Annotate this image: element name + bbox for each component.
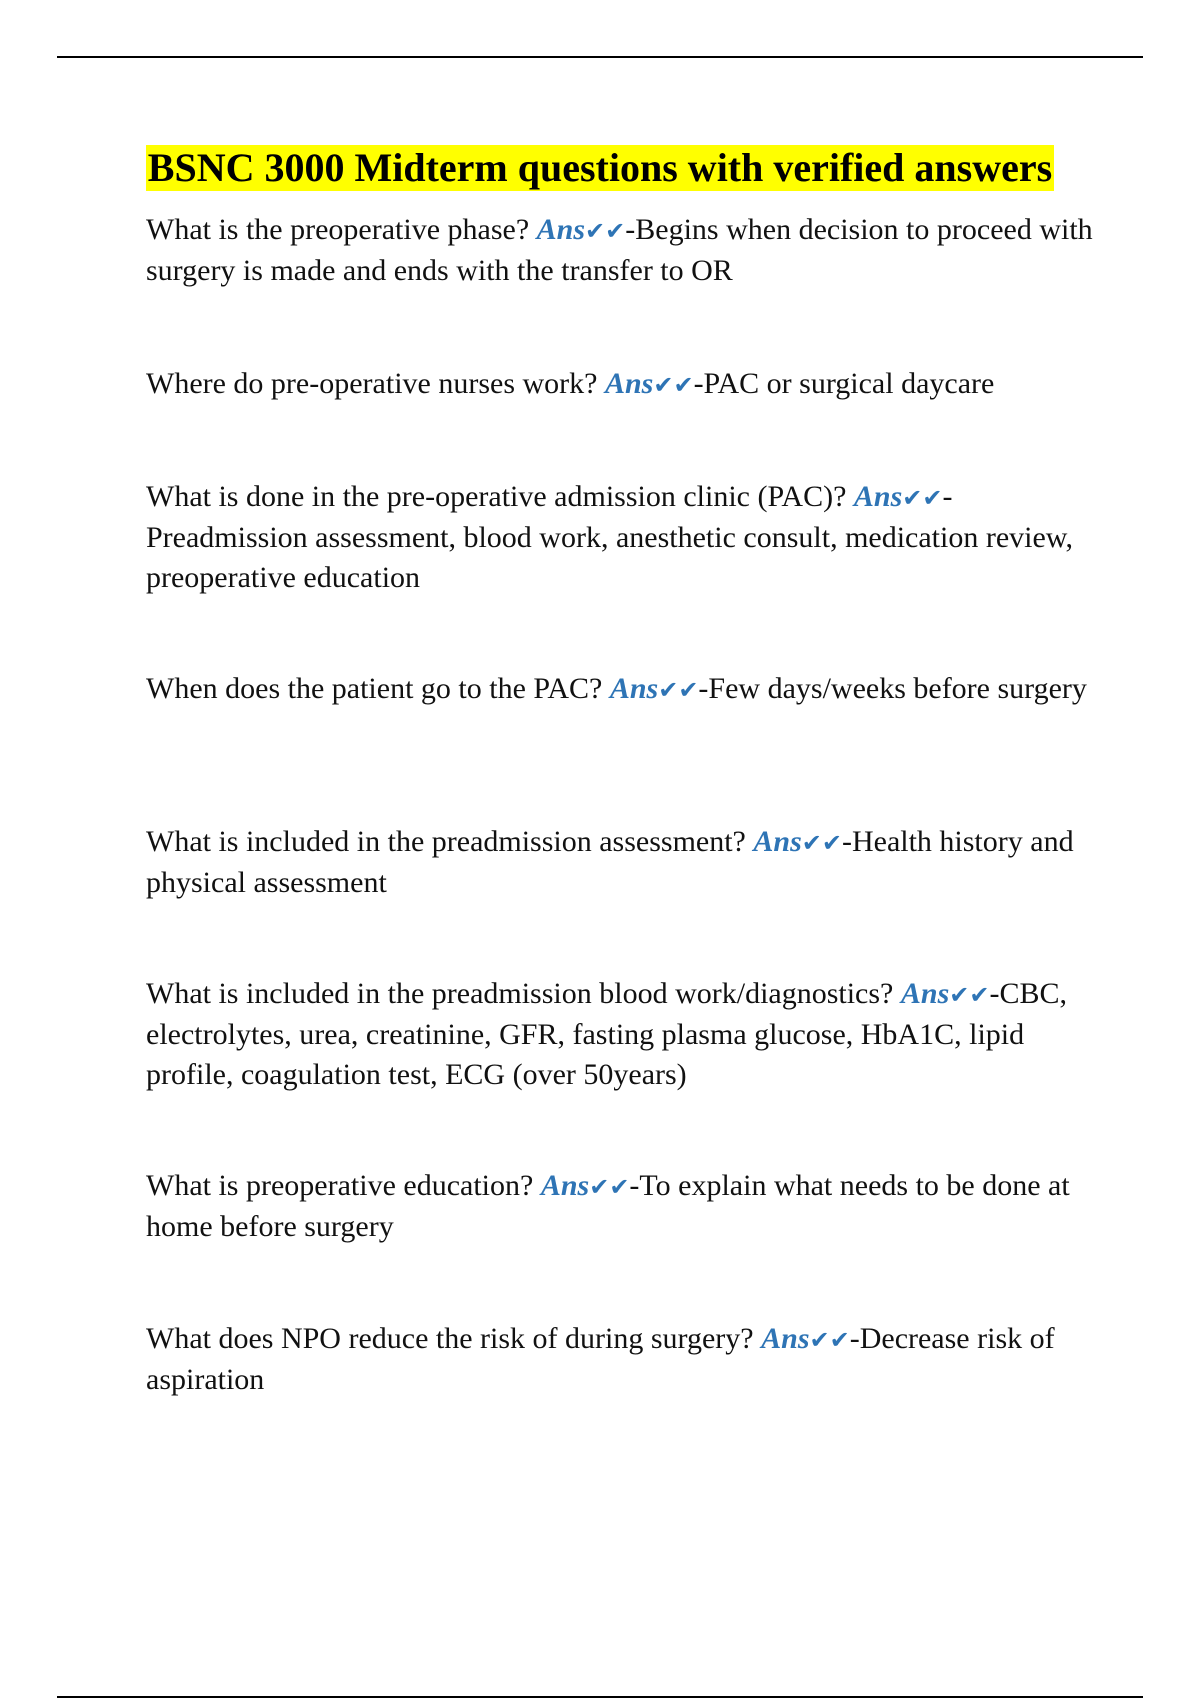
answer-marker: Ans (540, 1169, 590, 1202)
qa-item-6 (146, 974, 1096, 1095)
answer-marker: Ans (536, 213, 586, 246)
qa-item-2 (146, 364, 1096, 405)
qa-item-4 (146, 669, 1096, 710)
qa-item-3 (146, 477, 1096, 598)
question-text: What is the preoperative phase? (146, 213, 537, 246)
question-text: What does NPO reduce the risk of during surgery? (146, 1322, 762, 1355)
answer-text: -Begins when decision to proceed with surgery is made and ends with the transfer to OR (146, 213, 1093, 287)
answer-text: -Decrease risk of aspiration (146, 1322, 1055, 1396)
qa-item-7 (146, 1166, 1096, 1247)
bottom-rule (57, 1696, 1143, 1698)
question-text: What is included in the preadmission assessment? (146, 825, 754, 858)
check-icon: ✔✔ (902, 484, 943, 512)
answer-marker: Ans (761, 1322, 810, 1355)
question-text: Where do pre-operative nurses work? (146, 367, 605, 400)
qa-item-8 (146, 1319, 1096, 1400)
title-container (0, 145, 1200, 191)
answer-text: -CBC, electrolytes, urea, creatinine, GFR, fasting plasma glucose, HbA1C, lipid profile, coagulation test, ECG (over 50years) (146, 977, 1067, 1091)
document-title: BSNC 3000 Midterm questions with verified answers (147, 145, 1053, 190)
question-text: What is preoperative education? (146, 1169, 541, 1202)
check-icon: ✔✔ (809, 1326, 850, 1354)
qa-item-5 (146, 822, 1096, 903)
answer-marker: Ans (604, 367, 654, 400)
answer-marker: Ans (753, 825, 802, 858)
check-icon: ✔✔ (585, 217, 626, 245)
check-icon: ✔✔ (589, 1173, 630, 1201)
answer-text: -Health history and physical assessment (146, 825, 1074, 899)
check-icon: ✔✔ (949, 981, 990, 1009)
answer-text: -Preadmission assessment, blood work, anesthetic consult, medication review, preoperative education (146, 480, 1074, 594)
top-rule (57, 56, 1143, 58)
question-text: When does the patient go to the PAC? (146, 672, 610, 705)
check-icon: ✔✔ (653, 371, 694, 399)
answer-text: -Few days/weeks before surgery (698, 672, 1087, 705)
answer-marker: Ans (609, 672, 659, 705)
question-text: What is included in the preadmission blood work/diagnostics? (146, 977, 901, 1010)
answer-marker: Ans (853, 480, 903, 513)
answer-marker: Ans (900, 977, 950, 1010)
question-text: What is done in the pre-operative admission clinic (PAC)? (146, 480, 854, 513)
check-icon: ✔✔ (658, 676, 699, 704)
check-icon: ✔✔ (801, 829, 842, 857)
qa-item-1 (146, 210, 1096, 291)
answer-text: -PAC or surgical daycare (693, 367, 995, 400)
answer-text: -To explain what needs to be done at home before surgery (146, 1169, 1070, 1243)
